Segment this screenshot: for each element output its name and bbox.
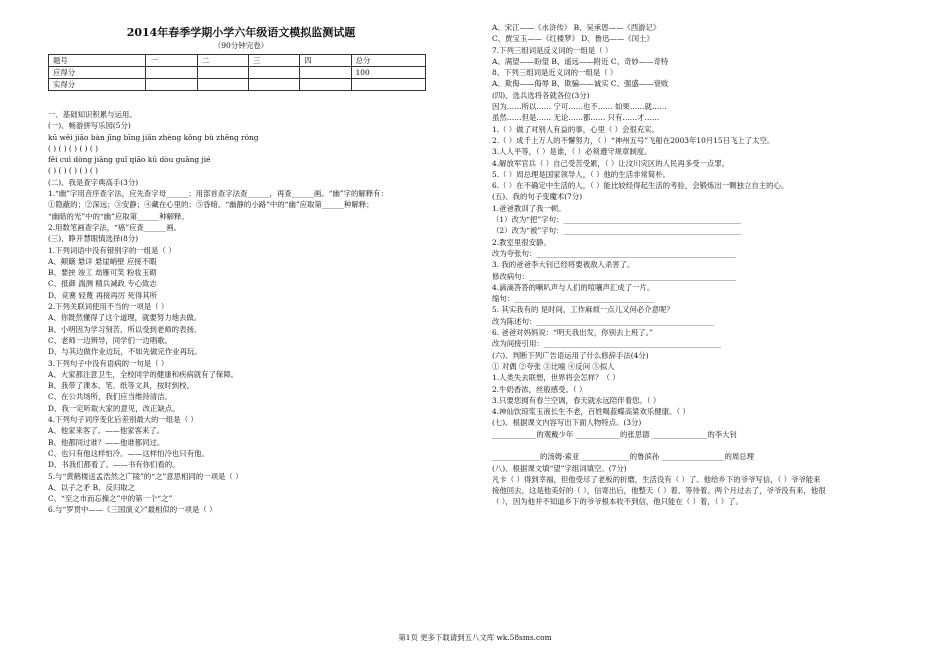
text-line: 2.（ ）成千上万人的不懈努力，（ ）“神州五号”飞船在2003年10月15日飞上了太空。 <box>492 135 775 145</box>
text-line: 改为间接引用：________________________________________________ <box>492 339 722 349</box>
score-table-cell <box>146 79 197 91</box>
text-line: 修改病句：________________________________________________________ <box>492 271 736 281</box>
text-line: （1）改为“把”字句：________________________________________________ <box>492 215 741 225</box>
text-line: 5. 其实我有的 是时间，工作麻烦一点儿又何必介意呢？ <box>492 305 674 315</box>
text-line: C、在公共场所，我们应当维持清洁。 <box>48 392 172 402</box>
text-line: A、颠簸 悬详 悬崖峭壁 应接不暇 <box>48 256 157 266</box>
page-footer: 第1页 更多下载请到五八文库 wk.58sms.com <box>398 633 552 642</box>
score-table-cell <box>300 67 351 79</box>
text-line: “幽暗的光”中的“幽”应取第______种解释。 <box>48 211 189 221</box>
text-line: _____________的汤姆·索亚 _____________的鲁滨孙 _________________的周总理 <box>492 452 755 462</box>
text-line: (七)、根据课文内容写出下面人物特点。(3分) <box>492 418 642 428</box>
text-line: D、竞赛 轻蔑 再接再厉 死得其所 <box>48 290 158 300</box>
text-line: A、满望——盼望 B、遥远——附近 C、奇妙——奇特 <box>492 56 669 66</box>
text-line: 接他回去，这是他美好的（ ），信寄出后，他整天（ ）着、等待着。两个月过去了，爷爷没有来，他很 <box>492 486 826 496</box>
text-line: 改为夸张句：______________________________________________________ <box>492 248 736 258</box>
score-table-cell <box>197 79 248 91</box>
score-table-row <box>49 55 426 67</box>
score-table-cell: 题号 <box>49 55 146 67</box>
score-table-cell: 二 <box>197 55 248 67</box>
text-line: 1.爸爸教训了我一顿。 <box>492 203 566 213</box>
text-line: kū wěi jiāo bàn jīng bīng jiān zhèng kǒng bù zhēng róng <box>48 132 259 142</box>
score-table-cell: 实得分 <box>49 79 146 91</box>
text-line: 3. 我的爸爸李大钊已经将要被敌人杀害了。 <box>492 260 635 270</box>
text-line: 6.与“罗贯中——《三国演义》”最相似的一项是（ ） <box>48 505 217 515</box>
text-line: A、大家都注意卫生，全校同学的健康和疾病就有了保障。 <box>48 369 239 379</box>
text-line: 改为陈述句：________________________________________________ <box>492 316 714 326</box>
text-line: 2.牛奶香浓，丝般感受。（ ） <box>492 384 587 394</box>
text-line: A、宋江——《水浒传》 B、吴承恩——《西游记》 <box>492 23 661 32</box>
text-line: 2.教室里很安静。 <box>492 237 551 247</box>
text-line: C、抵御 湍测 精兵减政 专心致志 <box>48 279 157 289</box>
score-table-cell <box>197 67 248 79</box>
text-line: 8、下列三组词是近义词的一组是（ ） <box>492 68 618 78</box>
text-line: A、以子之矛 B、反归取之 <box>48 482 136 492</box>
page-subtitle: （90分钟完卷） <box>213 41 269 50</box>
text-line: B、小明因为学习刻苦，所以受到老师的表扬。 <box>48 324 202 334</box>
score-table-cell: 应得分 <box>49 67 146 79</box>
text-line: 5.与“黄鹤楼送孟浩然之广陵”的“之”意思相同的一项是（ ） <box>48 471 243 481</box>
text-line: 1.“幽”字用音序查字法，应先查字母______；用部首查字法查______，再查______画。“幽”字的解释有： <box>48 189 388 199</box>
text-line: （2）改为“被”字句：________________________________________________ <box>492 226 741 236</box>
text-line: A、欺侮——侮辱 B、欺骗——诚实 C、强盛——衰败 <box>492 79 669 89</box>
text-line: (四)、选兵选将各就各位(3分) <box>492 90 590 100</box>
text-line: B、要挟 竣工 劫雁可笑 粉妆玉砌 <box>48 268 157 278</box>
score-table-cell <box>146 67 197 79</box>
text-line: ①隐蔽的；②深远；③安静；④藏在心里的；⑤昏暗。“幽静的小路”中的“幽”应取第______种解释； <box>48 200 374 210</box>
score-table-cell <box>300 79 351 91</box>
text-line: 3.只要您拥有春兰空调，春天就永远陪伴着您。（ ） <box>492 395 661 405</box>
score-table-cell <box>351 79 425 91</box>
text-line: 2.下列关联词使用不当的一项是（ ） <box>48 302 169 312</box>
score-table-cell <box>249 67 300 79</box>
text-line: A、你既然懂得了这个道理，就要努力地去做。 <box>48 313 202 323</box>
text-line <box>492 441 922 452</box>
text-line: B、他都同过谁？——他谁都同过。 <box>48 437 165 447</box>
score-table-cell: 三 <box>249 55 300 67</box>
score-table <box>48 54 426 91</box>
text-line: D、书我们都看了。——书有你们看的。 <box>48 460 180 470</box>
right-column <box>492 23 922 509</box>
text-line: 5.（ ）周总理是国家领导人，（ ）他的生活非常简朴。 <box>492 169 671 179</box>
text-line: C、贾宝玉——《红楼梦》 D、鲁迅——《闰土》 <box>492 34 654 44</box>
text-line: 4.滴滴答答的喇叭声与人们的喧嚷声汇成了一片。 <box>492 282 655 292</box>
text-line: 3.人人平等，（ ）是谁，（ ）必须遵守规章制度。 <box>492 147 652 157</box>
score-table-cell: 总分 <box>351 55 425 67</box>
text-line: (八)、根据课文填“望”字组词填空。(7分) <box>492 463 627 473</box>
text-line: ① 对偶 ②夸张 ③比喻 ④反问 ⑤拟人 <box>492 361 615 371</box>
text-line: C、老师一边辨导，同学们一边唱歌。 <box>48 335 172 345</box>
text-line: 因为……所以…… 宁可……也不…… 如果……就…… <box>492 102 667 112</box>
left-column <box>48 110 438 517</box>
text-line: 7.下列三组词是反义词的一组是（ ） <box>492 45 613 55</box>
text-line: (二)、我是查字典高手(3分) <box>48 177 139 187</box>
text-line: A、他家来客了。——他家客来了。 <box>48 426 165 436</box>
text-line: 1.（ ）做了对别人有益的事，心里（ ）会很充实。 <box>492 124 659 134</box>
text-line: ( ) ( ) ( ) ( ) ( ) <box>48 166 98 176</box>
text-line: fěi cuì dòng jiāng guǐ qiāo kū dòu guāng jié <box>48 155 211 165</box>
text-line: 3.下列句子中没有语病的一句是（ ） <box>48 358 169 368</box>
text-line: 4.神仙饮琼浆玉液长生不老，百姓喝蓝蝶高粱欢乐健康。（ ） <box>492 407 690 417</box>
text-line: 6. 爸爸对妈妈说：“明天我出发，你别去上班了。” <box>492 328 654 338</box>
text-line: 凡卡（ ）得到幸福，但他受尽了老板的折磨，生活没有（ ）了。他给乡下的爷爷写信，（ ）爷爷能来 <box>492 474 821 484</box>
text-line: 2.用数笔画查字法，“癌”应查______画。 <box>48 222 181 232</box>
text-line: 1.下列词语中没有错别字的一组是（ ） <box>48 245 176 255</box>
text-line: 4.解放军官兵（ ）自己受苦受累，（ ）让汶川灾区的人民再多受一点罪。 <box>492 158 730 168</box>
score-table-row <box>49 67 426 79</box>
score-table-cell: 一 <box>146 55 197 67</box>
text-line: ( ) ( ) ( ) ( ) ( ) <box>48 143 98 153</box>
text-line: 4.下列句子词序变化后差别最大的一组是（ ） <box>48 415 198 425</box>
text-line: 1.人类失去联想，世界将会怎样？（ ） <box>492 373 620 383</box>
text-line: D、我一定听取大家的意见，改正缺点。 <box>48 403 180 413</box>
text-line: (一)、畅游拼写乐园(5分) <box>48 121 131 131</box>
text-line: 虽然……但是…… 无论……都…… 只有……才…… <box>492 113 660 123</box>
text-line: 一、基础知识积累与运用。 <box>48 110 137 119</box>
text-line: C、“至之市而忘操之”中的第一个“之” <box>48 494 173 504</box>
text-line: ____________的观戴少年 ____________的张思德 _______________的李大钊 <box>492 429 737 439</box>
text-line: (三)、睁开慧眼慎选择(8分) <box>48 234 139 244</box>
text-line: (六)、判断下列广告语运用了什么修辞手法(4分) <box>492 350 649 360</box>
text-line: B、我带了课本、笔、纸等文具，按时到校。 <box>48 381 194 391</box>
score-table-cell: 四 <box>300 55 351 67</box>
text-line: 缩句：______________________________________ <box>492 294 655 304</box>
score-table-cell <box>249 79 300 91</box>
text-line: D、与其边做作业边玩，不如先做完作业再玩。 <box>48 347 202 357</box>
page-title: 2014年春季学期小学六年级语文模拟监测试题 <box>126 26 356 39</box>
text-line: (五)、我的句子变魔术(7分) <box>492 192 583 202</box>
score-table-cell: 100 <box>351 67 425 79</box>
text-line: C、也只有他这样怕冷。——这样怕冷也只有他。 <box>48 448 209 458</box>
score-table-row <box>49 79 426 91</box>
text-line: （ ），因为他并不知道乡下的爷爷根本收不到信，他只能在（ ）着，（ ）了。 <box>492 497 743 507</box>
text-line: 6.（ ）在不确定中生活的人，（ ）能比较经得起生活的考验，会锻炼出一颗独立自主的心。 <box>492 181 789 191</box>
